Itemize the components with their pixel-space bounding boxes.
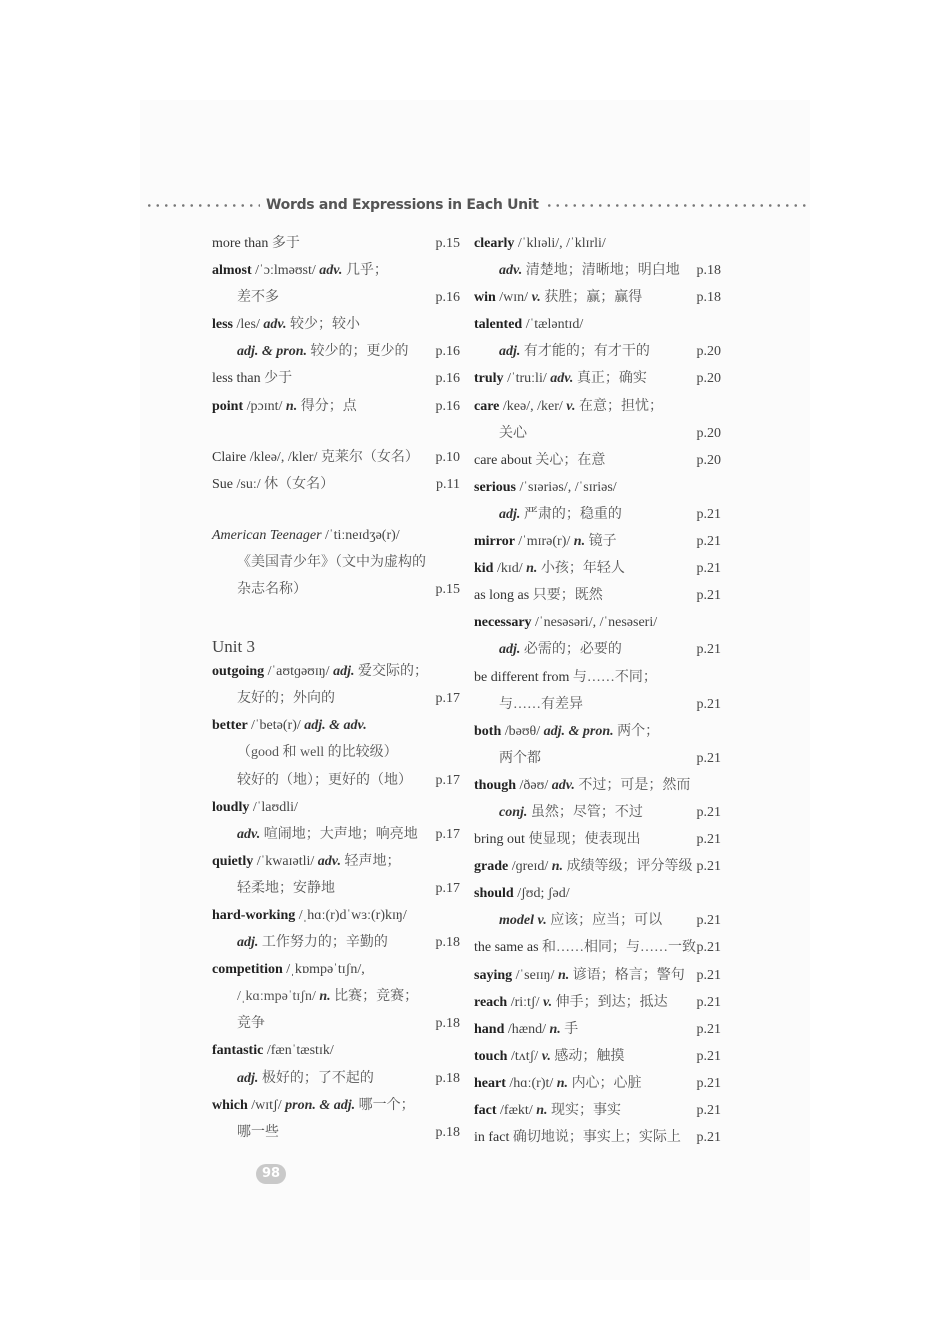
- pronunciation: /wɪn/: [499, 290, 532, 306]
- pronunciation: /ˈtiːneɪdʒə(r)/: [325, 527, 400, 543]
- entry-continuation: [212, 767, 460, 794]
- entry-word: competition: [212, 962, 287, 978]
- entry-word: reach: [474, 994, 511, 1010]
- page-reference: p.21: [696, 994, 721, 1010]
- page-reference: p.21: [696, 750, 721, 766]
- part-of-speech: adv.: [550, 371, 577, 387]
- section-header: [145, 194, 810, 216]
- entry-word: grade: [474, 859, 512, 875]
- definition-text: 爱交际的；: [357, 664, 428, 680]
- entry-word: care about: [474, 452, 536, 468]
- entry-word: clearly: [474, 236, 518, 251]
- header-title: Words and Expressions in Each Unit: [266, 197, 539, 213]
- page-reference: p.15: [435, 236, 460, 251]
- part-of-speech: adj.: [499, 344, 524, 360]
- entry-word: in fact: [474, 1130, 513, 1146]
- pronunciation: /wɪtʃ/: [251, 1097, 286, 1113]
- entry-word: more than: [212, 236, 272, 251]
- entry-word: touch: [474, 1048, 511, 1064]
- vocab-entry: [212, 393, 460, 420]
- definition-text: 必需的；必要的: [523, 642, 622, 658]
- pronunciation: /ˈɔːlməʊst/: [255, 263, 320, 279]
- entry-continuation: [474, 420, 721, 447]
- definition-text: 成绩等级；评分等级: [566, 859, 693, 875]
- pronunciation: /hænd/: [507, 1021, 550, 1037]
- vocab-entry: [474, 880, 721, 907]
- page-reference: p.18: [696, 290, 721, 306]
- pronunciation: /ˈtæləntɪd/: [525, 317, 584, 333]
- page-reference: p.21: [696, 696, 721, 712]
- pronunciation: /tʌtʃ/: [510, 1048, 542, 1064]
- page-reference: p.21: [696, 859, 721, 875]
- definition-text: 手: [564, 1021, 579, 1037]
- pronunciation: /ˈnesəsəri/, /ˈnesəseri/: [535, 615, 658, 631]
- part-of-speech: adj.: [499, 506, 524, 522]
- entry-word: win: [474, 290, 500, 306]
- entry-continuation: [212, 685, 460, 712]
- definition-text: 休（女名）: [264, 476, 335, 492]
- page-reference: p.20: [696, 425, 721, 441]
- definition-text: 少于: [264, 371, 293, 387]
- part-of-speech: adv.: [237, 826, 264, 842]
- vocab-entry: [212, 471, 460, 498]
- vocab-entry: [212, 658, 460, 685]
- entry-word: both: [474, 723, 505, 739]
- entry-continuation: [212, 821, 460, 848]
- definition-text: 谚语；格言；警句: [572, 967, 685, 983]
- entry-word: kid: [474, 561, 497, 577]
- entry-continuation: [212, 875, 460, 902]
- pronunciation: /ˈkwaɪətli/: [256, 853, 318, 869]
- vocab-entry: [474, 1016, 721, 1043]
- vocab-entry: [474, 230, 721, 257]
- entry-word: talented: [474, 317, 526, 333]
- part-of-speech: n.: [551, 859, 567, 875]
- vocab-entry: [474, 718, 721, 745]
- part-of-speech: n.: [319, 989, 335, 1005]
- part-of-speech: adv.: [263, 317, 291, 333]
- part-of-speech: adv.: [319, 263, 346, 279]
- entry-word: American Teenager: [212, 527, 326, 543]
- page-reference: p.21: [696, 967, 721, 983]
- vocab-entry: [212, 1092, 460, 1119]
- definition-text: （good 和 well 的比较级）: [237, 745, 398, 761]
- pronunciation: /keə/, /ker/: [502, 398, 567, 414]
- entry-continuation: [474, 636, 721, 663]
- part-of-speech: conj.: [499, 804, 531, 820]
- page-reference: p.16: [435, 371, 460, 387]
- part-of-speech: adj.: [237, 1070, 262, 1086]
- definition-text: 有才能的；有才干的: [523, 344, 650, 360]
- page-reference: p.18: [435, 1124, 460, 1140]
- definition-text: 不过；可是；然而: [578, 777, 691, 793]
- vocab-entry: [474, 1124, 721, 1151]
- entry-word: quietly: [212, 853, 257, 869]
- pronunciation: /ˈklɪəli/, /ˈklɪrli/: [517, 236, 606, 251]
- vocab-entry: [474, 393, 721, 420]
- page-reference: p.21: [696, 913, 721, 929]
- page-reference: p.20: [696, 344, 721, 360]
- page-reference: p.18: [435, 1070, 460, 1086]
- page-reference: p.18: [435, 1016, 460, 1032]
- definition-text: 只要；既然: [532, 588, 603, 604]
- entry-word: fact: [474, 1103, 501, 1118]
- entry-word: the same as: [474, 940, 543, 956]
- part-of-speech: v.: [541, 1048, 555, 1064]
- part-of-speech: v.: [566, 398, 579, 414]
- vocab-entry: [212, 522, 460, 549]
- entry-continuation: [212, 1065, 460, 1092]
- page-reference: p.21: [696, 506, 721, 522]
- entry-continuation: [474, 745, 721, 772]
- entry-word: outgoing: [212, 664, 268, 680]
- page-reference: p.17: [435, 691, 460, 707]
- definition-text: 严肃的；稳重的: [523, 506, 622, 522]
- entry-continuation: [212, 576, 460, 603]
- definition-text: /ˌkɑːmpəˈtɪʃn/: [237, 989, 320, 1005]
- definition-text: 关心；在意: [535, 452, 606, 468]
- pronunciation: /ˌkɒmpəˈtɪʃn/,: [286, 962, 365, 978]
- entry-continuation: [212, 929, 460, 956]
- definition-text: 克莱尔（女名）: [320, 449, 419, 465]
- header-dots-left: [145, 204, 260, 207]
- entry-continuation: [212, 338, 460, 365]
- left-column: [212, 230, 460, 1146]
- definition-text: 小孩；年轻人: [540, 561, 625, 577]
- definition-text: 现实；事实: [551, 1103, 622, 1118]
- part-of-speech: adv.: [317, 853, 345, 869]
- definition-text: 关心: [499, 425, 527, 441]
- page-reference: p.18: [696, 263, 721, 279]
- page-reference: p.21: [696, 1130, 721, 1146]
- part-of-speech: n.: [526, 561, 541, 577]
- definition-text: 多于: [271, 236, 300, 251]
- part-of-speech: adj.: [333, 664, 358, 680]
- part-of-speech: adj.: [237, 935, 262, 951]
- page-reference: p.21: [696, 588, 721, 604]
- vocab-entry: [474, 853, 721, 880]
- page-reference: p.21: [696, 832, 721, 848]
- entry-word: less: [212, 317, 237, 333]
- entry-continuation: [212, 549, 460, 576]
- pronunciation: /ˈseɪɪŋ/: [515, 967, 558, 983]
- pronunciation: /ˈsɪəriəs/, /ˈsɪriəs/: [519, 479, 617, 495]
- vocab-entry: [474, 284, 721, 311]
- definition-text: 差不多: [237, 290, 279, 306]
- definition-text: 与……不同；: [572, 669, 657, 685]
- part-of-speech: adj.: [499, 642, 524, 658]
- entry-word: less than: [212, 371, 265, 387]
- pronunciation: /bəʊθ/: [504, 723, 544, 739]
- entry-continuation: [474, 799, 721, 826]
- vocab-entry: [212, 1037, 460, 1064]
- definition-text: 竞争: [237, 1016, 265, 1032]
- vocab-entry: [474, 989, 721, 1016]
- definition-text: 哪一个；: [358, 1097, 415, 1113]
- page-reference: p.21: [696, 561, 721, 577]
- page-reference: p.16: [435, 398, 460, 414]
- entry-word: serious: [474, 479, 520, 495]
- part-of-speech: adj. & adv.: [304, 718, 367, 734]
- definition-text: 几乎；: [345, 263, 388, 279]
- page-reference: p.10: [435, 449, 460, 465]
- definition-text: 虽然；尽管；不过: [530, 804, 643, 820]
- vocab-entry: [212, 444, 460, 471]
- definition-text: 比赛；竞赛；: [334, 989, 419, 1005]
- definition-text: 两个都: [499, 750, 541, 766]
- page-reference: p.21: [696, 1048, 721, 1064]
- entry-continuation: [474, 907, 721, 934]
- part-of-speech: n.: [573, 534, 589, 550]
- entry-word: as long as: [474, 588, 533, 604]
- part-of-speech: v.: [542, 994, 556, 1010]
- part-of-speech: adv.: [499, 263, 526, 279]
- page-reference: p.21: [696, 804, 721, 820]
- page-reference: p.21: [696, 1103, 721, 1118]
- definition-text: 工作努力的；辛勤的: [261, 935, 388, 951]
- page-reference: p.17: [435, 772, 460, 788]
- part-of-speech: model v.: [499, 913, 551, 929]
- vocab-entry: [474, 528, 721, 555]
- pronunciation: /riːtʃ/: [510, 994, 543, 1010]
- part-of-speech: n.: [285, 398, 301, 414]
- vocab-entry: [474, 555, 721, 582]
- pronunciation: /suː/: [236, 476, 265, 492]
- pronunciation: /hɑː(r)t/: [509, 1075, 557, 1091]
- pronunciation: /ˈaʊtɡəʊɪŋ/: [267, 664, 334, 680]
- vocab-entry: [474, 582, 721, 609]
- entry-word: Sue: [212, 476, 237, 492]
- entry-continuation: [212, 739, 460, 766]
- pronunciation: /ʃʊd; ʃəd/: [517, 886, 570, 902]
- spacer: [212, 498, 460, 522]
- page-reference: p.15: [435, 582, 460, 598]
- definition-text: 获胜；赢；赢得: [544, 290, 643, 306]
- vocab-entry: [474, 365, 721, 392]
- vocab-entry: [474, 1070, 721, 1097]
- entry-continuation: [212, 1010, 460, 1037]
- entry-continuation: [212, 983, 460, 1010]
- vocab-entry: [474, 311, 721, 338]
- vocab-entry: [474, 1043, 721, 1070]
- entry-word: should: [474, 886, 518, 902]
- spacer: [212, 420, 460, 444]
- vocab-entry: [212, 311, 460, 338]
- page-reference: p.11: [436, 476, 460, 492]
- vocab-entry: [212, 365, 460, 392]
- pronunciation: /kɪd/: [496, 561, 527, 577]
- vocab-entry: [474, 962, 721, 989]
- pronunciation: /fækt/: [500, 1103, 537, 1118]
- definition-text: 应该；应当；可以: [550, 913, 663, 929]
- page-reference: p.21: [696, 940, 721, 956]
- vocab-entry: [212, 902, 460, 929]
- part-of-speech: v.: [531, 290, 545, 306]
- spacer: [212, 603, 460, 627]
- pronunciation: /ɡreɪd/: [511, 859, 552, 875]
- entry-word: necessary: [474, 615, 536, 631]
- vocab-entry: [474, 447, 721, 474]
- part-of-speech: adj. & pron.: [543, 723, 618, 739]
- vocab-entry: [474, 474, 721, 501]
- part-of-speech: n.: [536, 1103, 552, 1118]
- definition-text: 与……有差异: [499, 696, 583, 712]
- pronunciation: /ˌhɑː(r)dˈwɜː(r)kɪŋ/: [298, 907, 407, 923]
- part-of-speech: n.: [556, 1075, 572, 1091]
- page-reference: p.21: [696, 1021, 721, 1037]
- entry-continuation: [212, 284, 460, 311]
- entry-word: hand: [474, 1021, 508, 1037]
- part-of-speech: n.: [549, 1021, 565, 1037]
- definition-text: 内心；心脏: [571, 1075, 642, 1091]
- entry-word: point: [212, 398, 247, 414]
- entry-continuation: [474, 691, 721, 718]
- entry-word: mirror: [474, 534, 519, 550]
- entry-word: better: [212, 718, 251, 734]
- definition-text: 喧闹地；大声地；响亮地: [263, 826, 418, 842]
- page-reference: p.20: [696, 452, 721, 468]
- definition-text: 较少的；更少的: [310, 344, 409, 360]
- definition-text: 镜子: [588, 534, 617, 550]
- entry-word: though: [474, 777, 520, 793]
- definition-text: 得分；点: [300, 398, 357, 414]
- entry-word: care: [474, 398, 503, 414]
- part-of-speech: adj. & pron.: [237, 344, 311, 360]
- vocab-entry: [212, 794, 460, 821]
- page-reference: p.18: [435, 935, 460, 951]
- definition-text: 轻声地；: [344, 853, 401, 869]
- definition-text: 《美国青少年》（文中为虚构的: [237, 554, 426, 570]
- vocab-entry: [212, 712, 460, 739]
- definition-text: 两个；: [617, 723, 660, 739]
- page-reference: p.21: [696, 1075, 721, 1091]
- definition-text: 使显现；使表现出: [528, 832, 641, 848]
- definition-text: 真正；确实: [576, 371, 647, 387]
- vocab-entry: [212, 230, 460, 257]
- pronunciation: /ˈbetə(r)/: [251, 718, 305, 734]
- pronunciation: /les/: [236, 317, 264, 333]
- definition-text: 友好的；外向的: [237, 691, 335, 707]
- definition-text: 轻柔地；安静地: [237, 880, 335, 896]
- page-number-badge: 98: [256, 1164, 286, 1184]
- part-of-speech: n.: [557, 967, 573, 983]
- definition-text: 确切地说；事实上；实际上: [512, 1130, 681, 1146]
- entry-continuation: [474, 501, 721, 528]
- entry-word: fantastic: [212, 1043, 267, 1059]
- page-reference: p.16: [435, 290, 460, 306]
- definition-text: 较少；较小: [290, 317, 361, 333]
- pronunciation: /ˈlaʊdli/: [252, 799, 298, 815]
- part-of-speech: pron. & adj.: [285, 1097, 359, 1113]
- page-reference: p.16: [435, 344, 460, 360]
- entry-continuation: [212, 1119, 460, 1146]
- page-reference: p.21: [696, 534, 721, 550]
- entry-word: heart: [474, 1075, 510, 1091]
- entry-word: truly: [474, 371, 508, 387]
- definition-text: 感动；触摸: [554, 1048, 625, 1064]
- entry-word: almost: [212, 263, 256, 279]
- vocab-entry: [474, 1097, 721, 1124]
- right-column: [474, 230, 721, 1151]
- definition-text: 杂志名称）: [237, 582, 307, 598]
- entry-word: loudly: [212, 799, 253, 815]
- definition-text: 较好的（地）；更好的（地）: [237, 772, 412, 788]
- pronunciation: /fænˈtæstɪk/: [266, 1043, 334, 1059]
- vocab-entry: [474, 934, 721, 961]
- page-reference: p.17: [435, 826, 460, 842]
- entry-continuation: [474, 257, 721, 284]
- definition-text: 哪一些: [237, 1124, 279, 1140]
- entry-word: saying: [474, 967, 516, 983]
- page-reference: p.21: [696, 642, 721, 658]
- pronunciation: /kleə/, /kler/: [249, 449, 321, 465]
- unit-heading: Unit 3: [212, 637, 255, 657]
- vocab-entry: [474, 772, 721, 799]
- entry-word: hard-working: [212, 907, 299, 923]
- entry-word: Claire: [212, 449, 250, 465]
- definition-text: 清楚地；清晰地；明白地: [525, 263, 680, 279]
- header-dots-right: [545, 204, 810, 207]
- definition-text: 在意；担忧；: [578, 398, 663, 414]
- page-reference: p.20: [696, 371, 721, 387]
- vocab-entry: [474, 826, 721, 853]
- page-reference: p.17: [435, 880, 460, 896]
- vocab-entry: [212, 848, 460, 875]
- vocab-entry: [474, 664, 721, 691]
- entry-word: be different from: [474, 669, 573, 685]
- vocab-entry: [212, 257, 460, 284]
- pronunciation: /ðəʊ/: [519, 777, 552, 793]
- definition-text: 和……相同；与……一致: [542, 940, 697, 956]
- part-of-speech: adv.: [551, 777, 579, 793]
- pronunciation: /ˈtruːli/: [507, 371, 551, 387]
- vocab-entry: [212, 956, 460, 983]
- entry-continuation: [474, 338, 721, 365]
- vocab-entry: [474, 609, 721, 636]
- entry-word: which: [212, 1097, 252, 1113]
- entry-word: bring out: [474, 832, 529, 848]
- definition-text: 极好的；了不起的: [261, 1070, 374, 1086]
- pronunciation: /pɔɪnt/: [246, 398, 286, 414]
- definition-text: 伸手；到达；抵达: [555, 994, 668, 1010]
- pronunciation: /ˈmɪrə(r)/: [518, 534, 574, 550]
